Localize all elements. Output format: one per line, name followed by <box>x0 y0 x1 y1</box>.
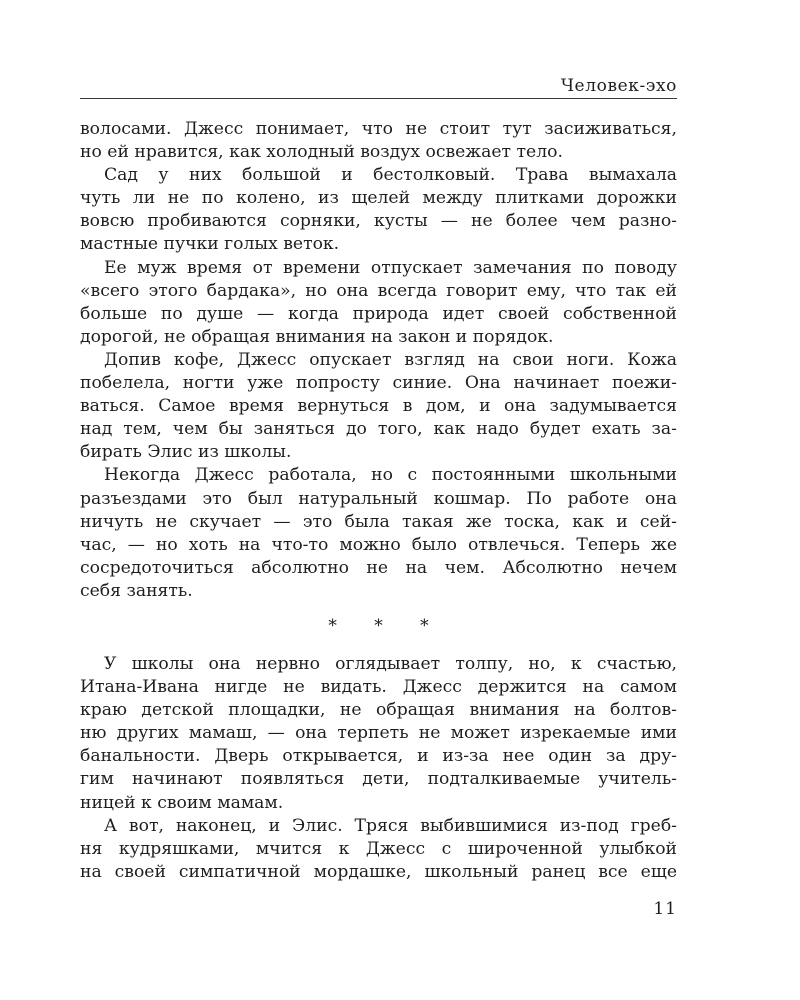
text-line: Итана-Ивана нигде не видать. Джесс держится на самом <box>80 677 677 698</box>
text-line: ницей к своим мамам. <box>80 792 284 813</box>
text-line: краю детской площадки, не обращая внимания на болтов- <box>80 700 677 721</box>
running-header <box>80 76 677 99</box>
text-section-after <box>80 653 677 884</box>
text-line: А вот, наконец, и Элис. Тряся выбившимися из-под греб- <box>104 815 677 836</box>
text-line: час, — но хоть на что-то можно было отвлечься. Теперь же <box>80 534 677 555</box>
paragraph <box>80 118 677 164</box>
text-line: гим начинают появляться дети, подталкиваемые учитель- <box>80 769 677 790</box>
text-line: Сад у них большой и бестолковый. Трава вымахала <box>104 165 677 186</box>
paragraph <box>80 815 677 884</box>
page-number: 11 <box>653 899 677 919</box>
text-line: волосами. Джесс понимает, что не стоит тут засиживаться, <box>80 119 677 139</box>
text-line: ню других мамаш, — она терпеть не может изрекаемые ими <box>80 723 677 744</box>
paragraph <box>80 464 677 603</box>
text-line: Ее муж время от времени отпускает замечания по поводу <box>104 257 677 278</box>
book-text <box>80 118 677 884</box>
paragraph <box>80 653 677 815</box>
text-line: на своей симпатичной мордашке, школьный ранец все еще <box>80 861 677 882</box>
text-line: побелела, ногти уже попросту синие. Она начинает поежи- <box>80 373 677 394</box>
section-separator: * * * <box>328 615 445 636</box>
text-line: себя занять. <box>80 580 193 601</box>
text-line: больше по душе — когда природа идет своей собственной <box>80 303 677 324</box>
paragraph <box>80 164 677 256</box>
paragraph <box>80 257 677 349</box>
text-line: банальности. Дверь открывается, и из-за нее один за дру- <box>80 746 677 767</box>
text-line: Некогда Джесс работала, но с постоянными школьными <box>104 465 677 486</box>
text-line: дорогой, не обращая внимания на закон и порядок. <box>80 326 554 347</box>
text-line: Допив кофе, Джесс опускает взгляд на свои ноги. Кожа <box>104 349 677 370</box>
text-line: разъездами это был натуральный кошмар. По работе она <box>80 488 677 509</box>
text-line: бирать Элис из школы. <box>80 442 292 463</box>
text-line: ня кудряшками, мчится к Джесс с широченной улыбкой <box>80 838 677 859</box>
paragraph <box>80 349 677 464</box>
text-section-before <box>80 118 677 603</box>
text-line: чуть ли не по колено, из щелей между плитками дорожки <box>80 188 677 209</box>
text-line: «всего этого бардака», но она всегда говорит ему, что так ей <box>80 280 677 301</box>
text-line: мастные пучки голых веток. <box>80 234 340 255</box>
text-line: но ей нравится, как холодный воздух освежает тело. <box>80 142 563 163</box>
running-title: Человек-эхо <box>560 76 677 96</box>
text-line: вовсю пробиваются сорняки, кусты — не более чем разно- <box>80 211 677 232</box>
text-line: сосредоточиться абсолютно не на чем. Абсолютно нечем <box>80 557 677 578</box>
text-line: ничуть не скучает — это была такая же тоска, как и сей- <box>80 511 677 532</box>
text-line: ваться. Самое время вернуться в дом, и она задумывается <box>80 396 677 417</box>
text-line: У школы она нервно оглядывает толпу, но, к счастью, <box>104 653 677 674</box>
text-line: над тем, чем бы заняться до того, как надо будет ехать за- <box>80 419 677 440</box>
